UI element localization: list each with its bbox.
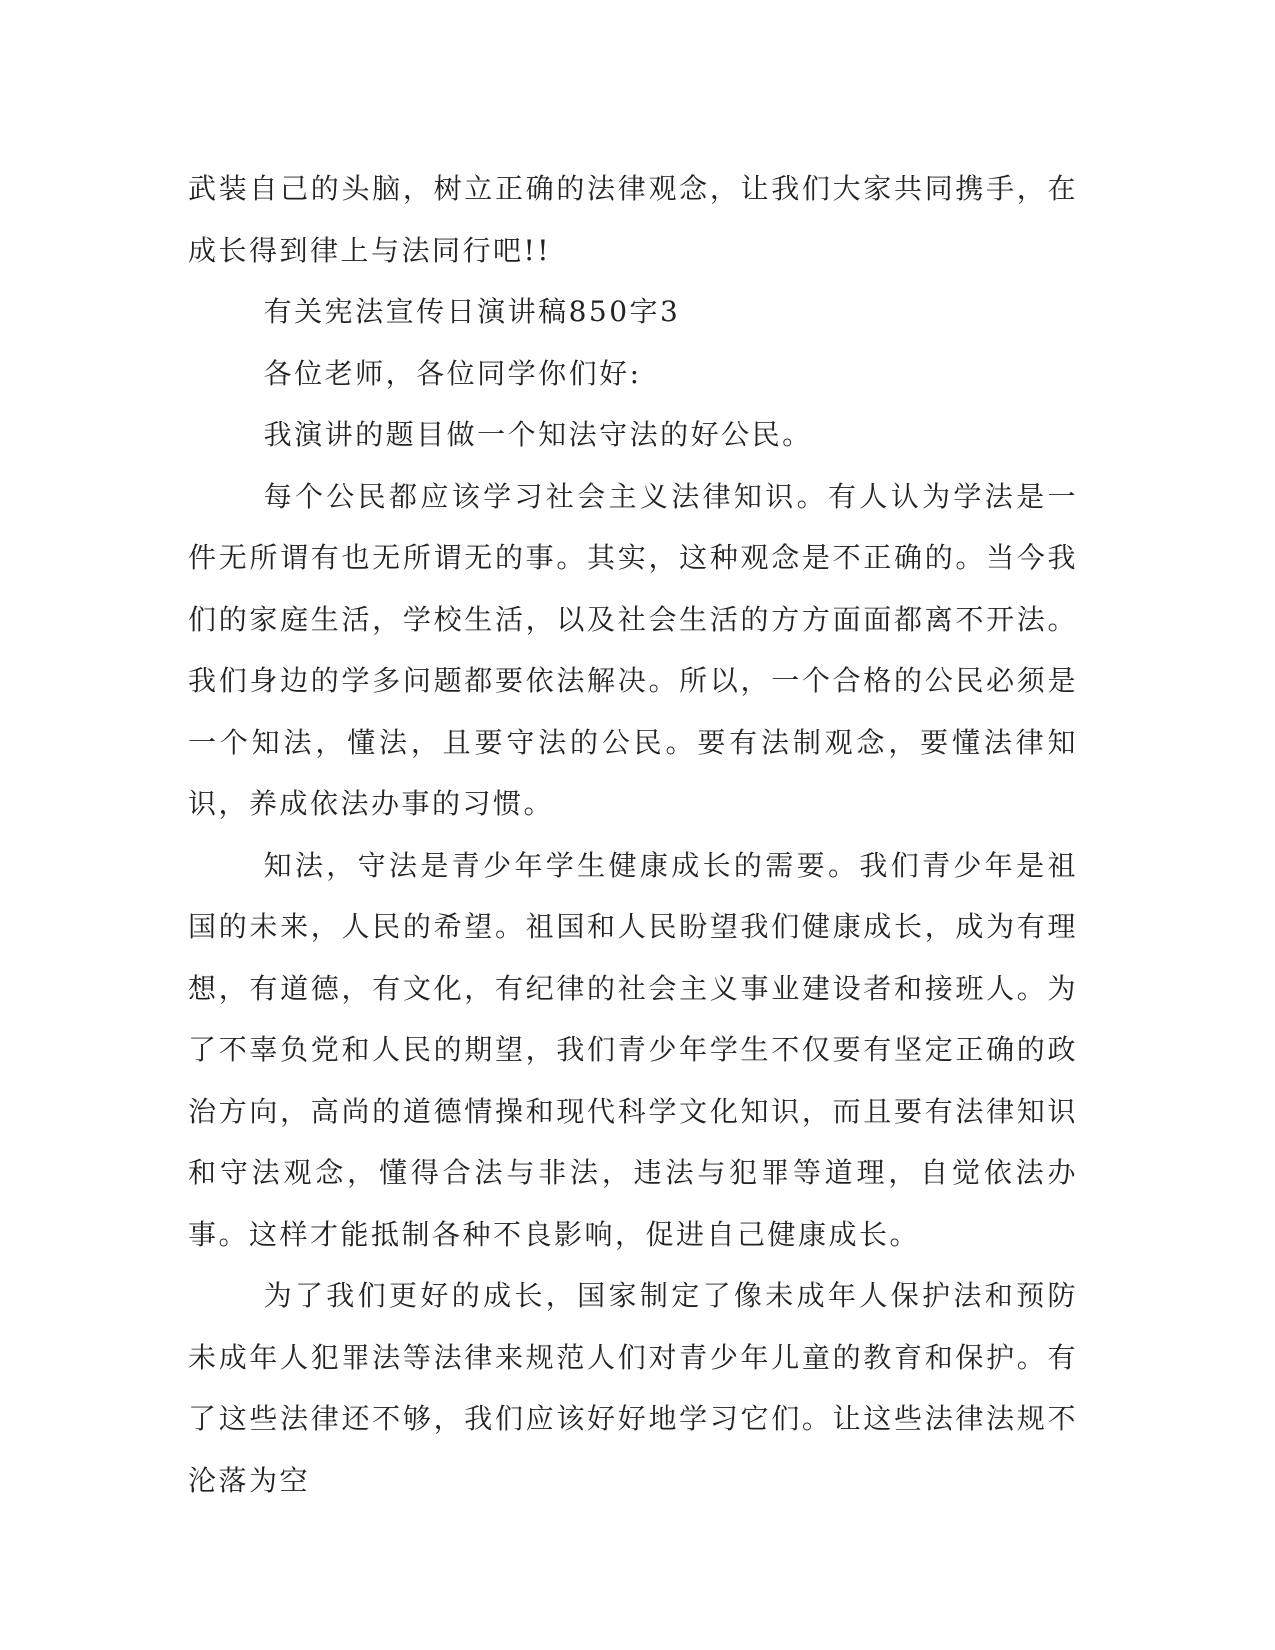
paragraph: 为了我们更好的成长，国家制定了像未成年人保护法和预防未成年人犯罪法等法律来规范人们对青少年儿童的教育和保护。有了这些法律还不够，我们应该好好地学习它们。让这些法律法规不沦落为空 — [188, 1279, 1078, 1497]
speech-topic: 我演讲的题目做一个知法守法的好公民。 — [263, 418, 813, 451]
paragraph-continuation: 武装自己的头脑，树立正确的法律观念，让我们大家共同携手，在成长得到律上与法同行吧!! — [188, 172, 1078, 267]
document-body — [188, 158, 1078, 1511]
section-title: 有关宪法宣传日演讲稿850字3 — [263, 295, 681, 328]
greeting: 各位老师，各位同学你们好: — [263, 356, 642, 390]
paragraph: 每个公民都应该学习社会主义法律知识。有人认为学法是一件无所谓有也无所谓无的事。其实，这种观念是不正确的。当今我们的家庭生活，学校生活，以及社会生活的方方面面都离不开法。我们身边的学多问题都要依法解决。所以，一个合格的公民必须是一个知法，懂法，且要守法的公民。要有法制观念，要懂法律知识，养成依法办事的习惯。 — [188, 479, 1078, 820]
paragraph: 知法，守法是青少年学生健康成长的需要。我们青少年是祖国的未来，人民的希望。祖国和人民盼望我们健康成长，成为有理想，有道德，有文化，有纪律的社会主义事业建设者和接班人。为了不辜负党和人民的期望，我们青少年学生不仅要有坚定正确的政治方向，高尚的道德情操和现代科学文化知识，而且要有法律知识和守法观念，懂得合法与非法，违法与犯罪等道理，自觉依法办事。这样才能抵制各种不良影响，促进自己健康成长。 — [188, 848, 1078, 1251]
